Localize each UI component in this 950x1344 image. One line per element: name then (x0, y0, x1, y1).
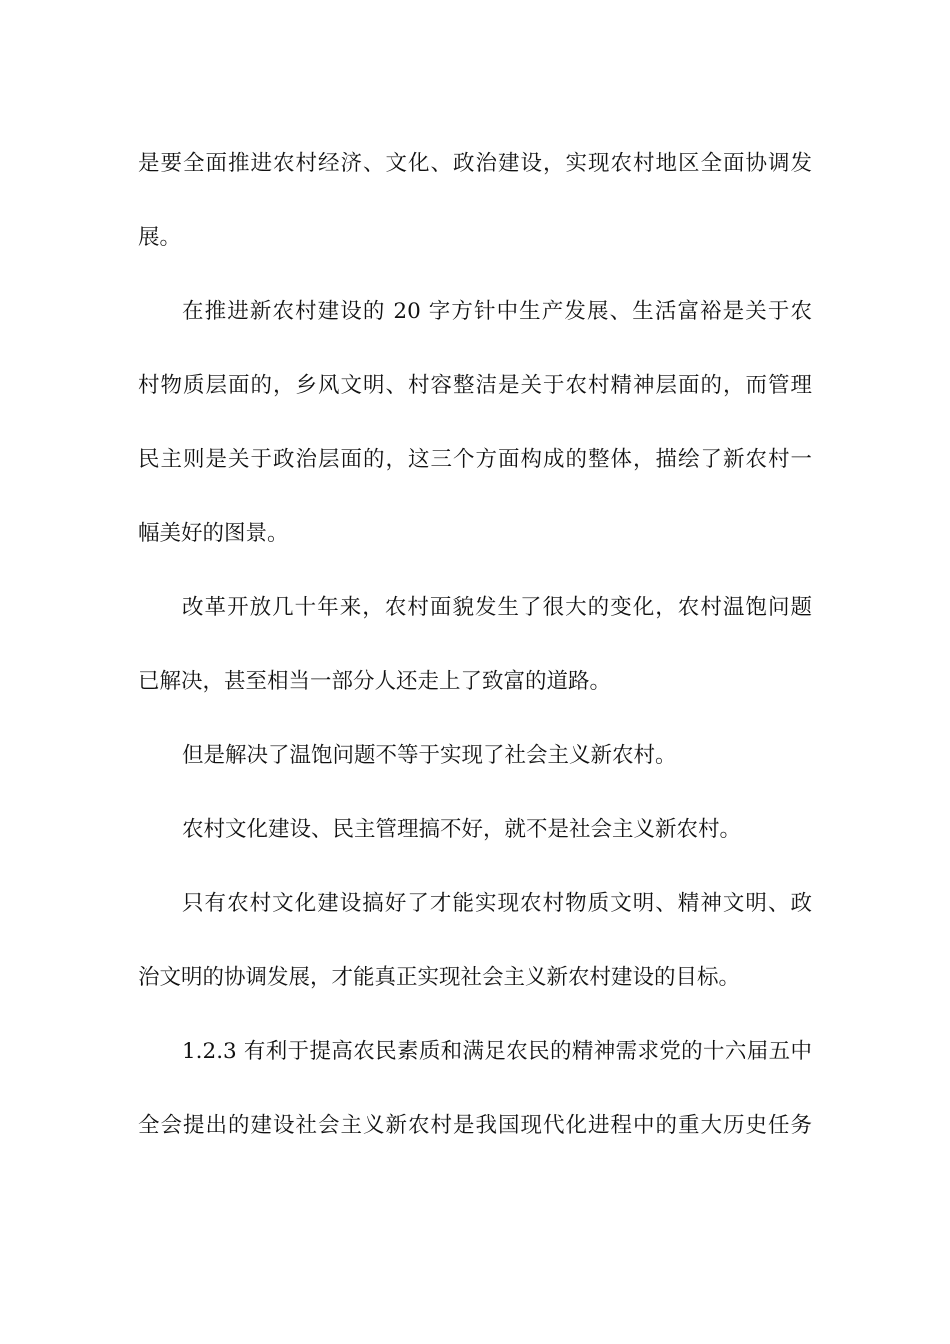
paragraph-first-line: 在推进新农村建设的 20 字方针中生产发展、生活富裕是关于农 (182, 299, 812, 324)
paragraph-first-line: 改革开放几十年来，农村面貌发生了很大的变化，农村温饱问题 (182, 595, 812, 620)
paragraph-first-line: 只有农村文化建设搞好了才能实现农村物质文明、精神文明、政 (182, 891, 812, 916)
text-line: 幅美好的图景。 (138, 521, 289, 546)
text-line: 展。 (138, 225, 182, 250)
text-line: 治文明的协调发展，才能真正实现社会主义新农村建设的目标。 (138, 965, 741, 990)
section-heading-line: 1.2.3 有利于提高农民素质和满足农民的精神需求党的十六届五中 (182, 1039, 812, 1064)
paragraph-first-line: 农村文化建设、民主管理搞不好，就不是社会主义新农村。 (182, 817, 742, 842)
text-line: 是要全面推进农村经济、文化、政治建设，实现农村地区全面协调发 (138, 151, 812, 176)
text-line: 民主则是关于政治层面的，这三个方面构成的整体，描绘了新农村一 (138, 447, 812, 472)
text-line: 全会提出的建设社会主义新农村是我国现代化进程中的重大历史任务 (138, 1113, 812, 1138)
text-line: 村物质层面的，乡风文明、村容整洁是关于农村精神层面的，而管理 (138, 373, 812, 398)
text-line: 已解决，甚至相当一部分人还走上了致富的道路。 (138, 669, 612, 694)
body-text (138, 140, 812, 1176)
paragraph-first-line: 但是解决了温饱问题不等于实现了社会主义新农村。 (182, 743, 677, 768)
